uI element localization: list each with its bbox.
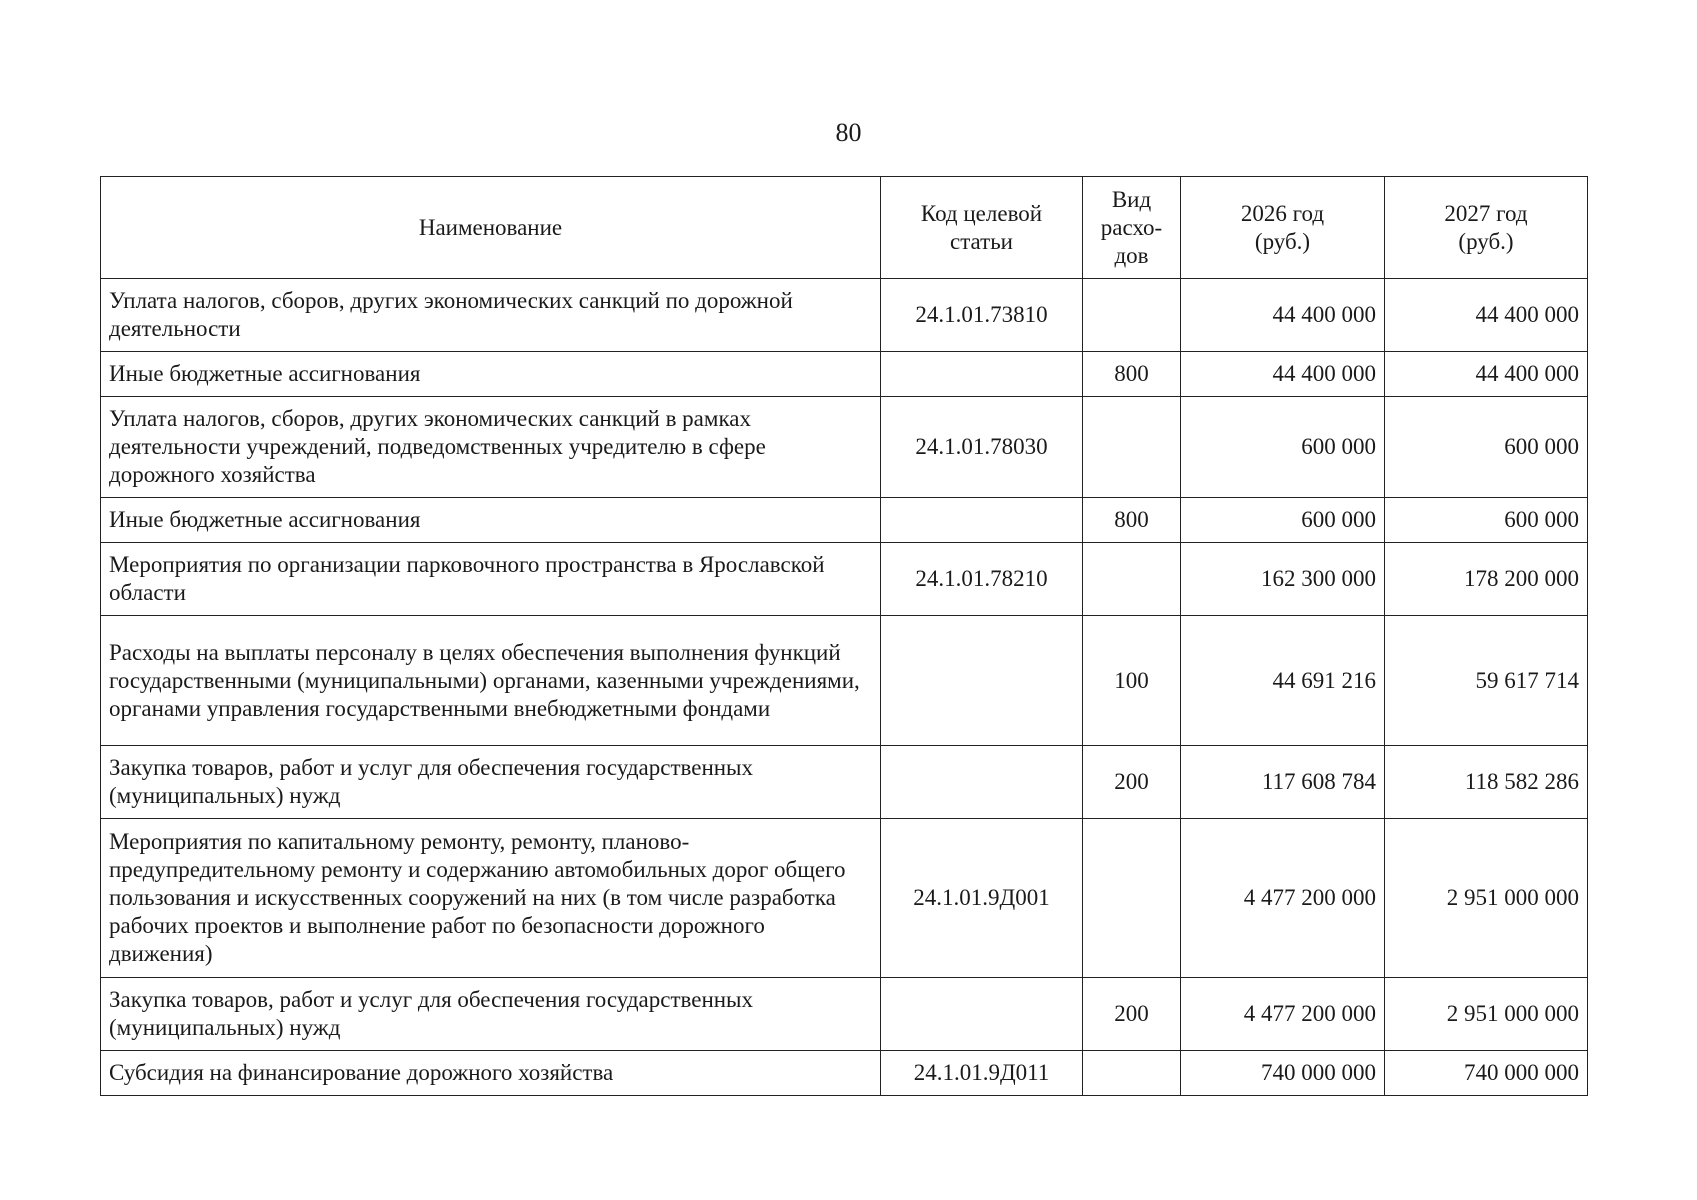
row-amount-2027: 2 951 000 000 (1385, 819, 1588, 978)
header-name-label: Наименование (418, 214, 563, 240)
row-amount-2026: 117 608 784 (1181, 746, 1385, 819)
row-amount-2027: 59 617 714 (1385, 616, 1588, 746)
budget-table (100, 176, 1588, 1096)
row-kind (1083, 1051, 1181, 1096)
row-amount-2026: 740 000 000 (1181, 1051, 1385, 1096)
page-number: 80 (835, 118, 862, 147)
row-kind: 800 (1083, 498, 1181, 543)
row-amount-2026: 44 691 216 (1181, 616, 1385, 746)
table-row (101, 498, 1588, 543)
row-amount-2026: 600 000 (1181, 397, 1385, 498)
row-code: 24.1.01.78210 (881, 543, 1083, 616)
row-code (881, 616, 1083, 746)
row-code (881, 746, 1083, 819)
row-amount-2026: 4 477 200 000 (1181, 819, 1385, 978)
header-year-2027-line-1: 2027 год (1444, 200, 1528, 226)
row-code (881, 978, 1083, 1051)
table-header (101, 177, 1588, 279)
row-amount-2027: 44 400 000 (1385, 279, 1588, 352)
header-kind-line-3: дов (1114, 242, 1149, 268)
header-code (881, 177, 1083, 279)
row-amount-2027: 118 582 286 (1385, 746, 1588, 819)
row-amount-2026: 600 000 (1181, 498, 1385, 543)
header-year-2027 (1385, 177, 1588, 279)
header-kind-line-2: расхо- (1100, 214, 1163, 240)
row-kind (1083, 397, 1181, 498)
row-kind (1083, 279, 1181, 352)
table-body (101, 279, 1588, 1096)
row-amount-2027: 178 200 000 (1385, 543, 1588, 616)
header-year-2027-line-2: (руб.) (1458, 228, 1514, 254)
row-amount-2026: 162 300 000 (1181, 543, 1385, 616)
row-kind: 200 (1083, 746, 1181, 819)
row-kind: 800 (1083, 352, 1181, 397)
row-amount-2027: 44 400 000 (1385, 352, 1588, 397)
table-row (101, 1051, 1588, 1096)
header-kind (1083, 177, 1181, 279)
row-name: Мероприятия по капитальному ремонту, ремонту, планово-предупредительному ремонту и содержанию автомобильных дорог общего пользования и искусственных сооружений на них (в том числе разработка рабочих проектов и выполнение работ по безопасности дорожного движения) (101, 819, 881, 978)
header-name (101, 177, 881, 279)
row-name: Субсидия на финансирование дорожного хозяйства (101, 1051, 881, 1096)
row-kind (1083, 543, 1181, 616)
row-amount-2027: 2 951 000 000 (1385, 978, 1588, 1051)
row-code: 24.1.01.9Д011 (881, 1051, 1083, 1096)
row-name: Закупка товаров, работ и услуг для обеспечения государственных (муниципальных) нужд (101, 746, 881, 819)
row-amount-2026: 44 400 000 (1181, 279, 1385, 352)
header-year-2026-line-1: 2026 год (1240, 200, 1325, 226)
header-year-2026 (1181, 177, 1385, 279)
header-year-2026-line-2: (руб.) (1254, 228, 1311, 254)
row-kind: 200 (1083, 978, 1181, 1051)
header-row (101, 177, 1588, 279)
header-code-line-1: Код целевой (920, 200, 1043, 226)
row-amount-2026: 4 477 200 000 (1181, 978, 1385, 1051)
row-name: Уплата налогов, сборов, других экономических санкций по дорожной деятельности (101, 279, 881, 352)
row-code: 24.1.01.73810 (881, 279, 1083, 352)
row-code (881, 498, 1083, 543)
row-kind: 100 (1083, 616, 1181, 746)
header-code-line-2: статьи (949, 228, 1013, 254)
row-kind (1083, 819, 1181, 978)
row-name: Уплата налогов, сборов, других экономических санкций в рамках деятельности учреждений, подведомственных учредителю в сфере дорожного хозяйства (101, 397, 881, 498)
table-row (101, 352, 1588, 397)
row-code: 24.1.01.78030 (881, 397, 1083, 498)
table-row (101, 819, 1588, 978)
row-amount-2027: 600 000 (1385, 397, 1588, 498)
row-name: Мероприятия по организации парковочного пространства в Ярославской области (101, 543, 881, 616)
row-code: 24.1.01.9Д001 (881, 819, 1083, 978)
header-kind-line-1: Вид (1111, 186, 1152, 212)
table-row (101, 746, 1588, 819)
table-row (101, 978, 1588, 1051)
table-row (101, 616, 1588, 746)
row-name: Иные бюджетные ассигнования (101, 498, 881, 543)
table-row (101, 279, 1588, 352)
row-amount-2027: 740 000 000 (1385, 1051, 1588, 1096)
table-row (101, 397, 1588, 498)
row-name: Иные бюджетные ассигнования (101, 352, 881, 397)
table-row (101, 543, 1588, 616)
row-name: Закупка товаров, работ и услуг для обеспечения государственных (муниципальных) нужд (101, 978, 881, 1051)
row-amount-2026: 44 400 000 (1181, 352, 1385, 397)
row-amount-2027: 600 000 (1385, 498, 1588, 543)
row-name: Расходы на выплаты персоналу в целях обеспечения выполнения функций государственными (муниципальными) органами, казенными учреждениями, органами управления государственными внебюджетными фондами (101, 616, 881, 746)
row-code (881, 352, 1083, 397)
